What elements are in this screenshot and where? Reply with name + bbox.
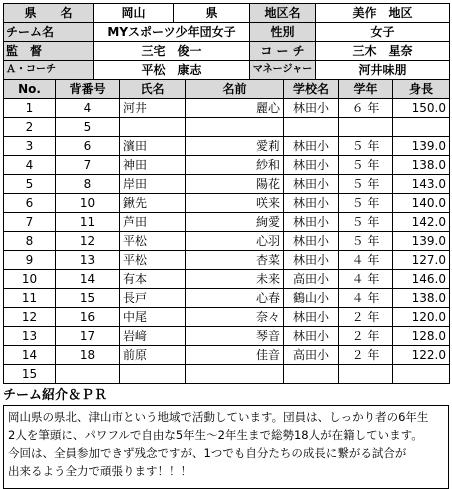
table-row [4,232,450,251]
director-label: 監 督 [4,42,94,61]
cell-bib [56,365,120,384]
col-header-given-name: 名前 [186,80,284,99]
cell-family-name: 平松 [120,251,186,270]
cell-bib: 11 [56,213,120,232]
gender-label: 性別 [250,23,316,42]
cell-given-name [186,365,284,384]
cell-grade: ５ 年 [339,213,393,232]
roster-header-row [4,80,450,99]
cell-no: 5 [4,175,56,194]
cell-family-name: 岸田 [120,175,186,194]
cell-bib: 15 [56,289,120,308]
cell-given-name: 琴音 [186,327,284,346]
cell-bib: 12 [56,232,120,251]
cell-bib: 13 [56,251,120,270]
cell-no: 12 [4,308,56,327]
table-row [4,327,450,346]
col-header-no: No. [4,80,56,99]
cell-bib: 18 [56,346,120,365]
cell-family-name: 前原 [120,346,186,365]
cell-height: 140.0 [393,194,450,213]
cell-given-name: 咲来 [186,194,284,213]
cell-height: 138.0 [393,289,450,308]
table-row [4,99,450,118]
cell-height [393,365,450,384]
cell-grade: ５ 年 [339,194,393,213]
cell-given-name: 心春 [186,289,284,308]
cell-school: 林田小 [284,308,339,327]
cell-grade: ４ 年 [339,289,393,308]
cell-height: 139.0 [393,137,450,156]
cell-grade: ２ 年 [339,308,393,327]
cell-bib: 16 [56,308,120,327]
cell-family-name: 中尾 [120,308,186,327]
cell-grade: ４ 年 [339,270,393,289]
cell-height: 122.0 [393,346,450,365]
cell-bib: 10 [56,194,120,213]
region-label: 地区名 [250,4,316,23]
prefecture-value: 岡山 [94,4,174,23]
cell-grade [339,365,393,384]
cell-family-name: 平松 [120,232,186,251]
team-entry-sheet [3,3,449,489]
cell-school: 林田小 [284,327,339,346]
cell-family-name: 長戸 [120,289,186,308]
cell-height: 143.0 [393,175,450,194]
pr-title: チーム紹介＆ＰＲ [3,388,108,403]
cell-bib: 4 [56,99,120,118]
team-name-value: MYスポーツ少年団女子 [94,23,250,42]
assistant-coach-value: 平松 康志 [94,61,250,80]
cell-given-name [186,118,284,137]
cell-grade: ５ 年 [339,137,393,156]
team-info-table [3,3,450,80]
col-header-height: 身長 [393,80,450,99]
cell-school: 高田小 [284,270,339,289]
cell-no: 9 [4,251,56,270]
cell-grade: ５ 年 [339,232,393,251]
cell-family-name: 河井 [120,99,186,118]
pr-text-box [3,405,449,489]
cell-given-name: 陽花 [186,175,284,194]
table-row [4,251,450,270]
pr-line: 出来るよう全力で頑張ります！！！ [8,464,192,478]
pr-line: 今回は、全員参加できず残念ですが、1つでも自分たちの成長に繋がる試合が [8,446,407,460]
cell-height: 146.0 [393,270,450,289]
cell-height: 150.0 [393,99,450,118]
cell-school: 高田小 [284,346,339,365]
cell-bib: 6 [56,137,120,156]
table-row [4,175,450,194]
cell-no: 7 [4,213,56,232]
manager-label: マネージャー [250,61,316,80]
col-header-grade: 学年 [339,80,393,99]
cell-family-name: 岩﨑 [120,327,186,346]
cell-school: 林田小 [284,251,339,270]
cell-family-name: 神田 [120,156,186,175]
cell-grade: ６ 年 [339,99,393,118]
cell-given-name: 紗和 [186,156,284,175]
cell-grade: ４ 年 [339,251,393,270]
prefecture-label: 県 名 [4,4,94,23]
cell-given-name: 奈々 [186,308,284,327]
cell-given-name: 麗心 [186,99,284,118]
cell-no: 4 [4,156,56,175]
cell-bib: 5 [56,118,120,137]
cell-no: 3 [4,137,56,156]
roster-table [3,79,450,384]
cell-height: 139.0 [393,232,450,251]
coach-label: コ ー チ [250,42,316,61]
cell-school: 林田小 [284,137,339,156]
cell-bib: 7 [56,156,120,175]
pr-line: 岡山県の県北、津山市という地域で活動しています。団員は、しっかり者の6年生 [8,410,429,424]
table-row [4,270,450,289]
cell-no: 15 [4,365,56,384]
cell-school: 林田小 [284,156,339,175]
table-row [4,194,450,213]
table-row [4,346,450,365]
cell-grade: ２ 年 [339,346,393,365]
cell-grade: ５ 年 [339,175,393,194]
cell-height: 142.0 [393,213,450,232]
col-header-school: 学校名 [284,80,339,99]
pr-line: 2人を筆頭に、パワフルで自由な5年生～2年生まで総勢18人が在籍しています。 [8,428,423,442]
cell-school: 林田小 [284,213,339,232]
cell-height: 138.0 [393,156,450,175]
table-row [4,289,450,308]
cell-height: 128.0 [393,327,450,346]
col-header-family-name: 氏名 [120,80,186,99]
region-value: 美作 地区 [316,4,450,23]
cell-family-name: 濱田 [120,137,186,156]
cell-height [393,118,450,137]
cell-no: 8 [4,232,56,251]
team-name-label: チーム名 [4,23,94,42]
table-row [4,156,450,175]
cell-given-name: 心羽 [186,232,284,251]
cell-family-name [120,365,186,384]
cell-no: 11 [4,289,56,308]
cell-height: 127.0 [393,251,450,270]
cell-school: 林田小 [284,232,339,251]
cell-grade [339,118,393,137]
cell-school [284,365,339,384]
cell-school: 鶴山小 [284,289,339,308]
table-row [4,137,450,156]
cell-given-name: 絢愛 [186,213,284,232]
cell-family-name: 鍬先 [120,194,186,213]
director-value: 三宅 俊一 [94,42,250,61]
cell-no: 6 [4,194,56,213]
table-row [4,365,450,384]
cell-no: 13 [4,327,56,346]
assistant-coach-label: Ａ・コーチ [4,61,94,80]
table-row [4,118,450,137]
cell-school: 林田小 [284,99,339,118]
cell-family-name: 芦田 [120,213,186,232]
cell-bib: 8 [56,175,120,194]
cell-grade: ２ 年 [339,327,393,346]
coach-value: 三木 星奈 [316,42,450,61]
cell-no: 2 [4,118,56,137]
cell-bib: 17 [56,327,120,346]
cell-no: 1 [4,99,56,118]
table-row [4,308,450,327]
cell-no: 10 [4,270,56,289]
cell-family-name [120,118,186,137]
cell-no: 14 [4,346,56,365]
col-header-bib: 背番号 [56,80,120,99]
cell-given-name: 佳音 [186,346,284,365]
manager-value: 河井味朋 [316,61,450,80]
cell-given-name: 未来 [186,270,284,289]
cell-school: 林田小 [284,194,339,213]
cell-family-name: 有本 [120,270,186,289]
cell-grade: ５ 年 [339,156,393,175]
cell-given-name: 杏菜 [186,251,284,270]
cell-bib: 14 [56,270,120,289]
table-row [4,213,450,232]
cell-given-name: 愛莉 [186,137,284,156]
cell-height: 120.0 [393,308,450,327]
prefecture-suffix: 県 [174,4,250,23]
gender-value: 女子 [316,23,450,42]
cell-school [284,118,339,137]
cell-school: 林田小 [284,175,339,194]
